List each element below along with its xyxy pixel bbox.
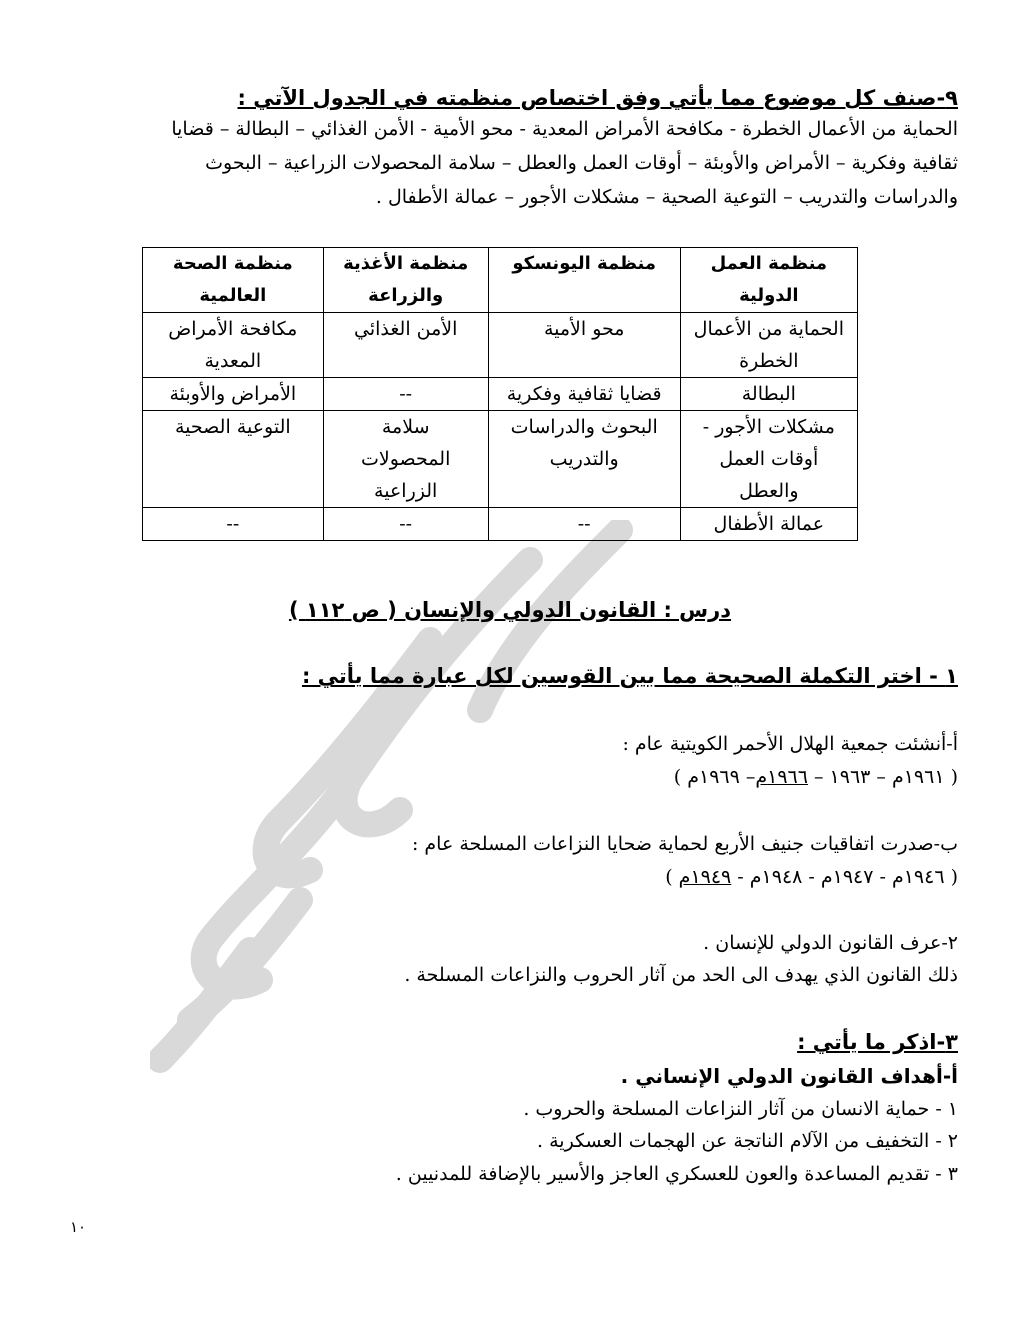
table-cell: عمالة الأطفال <box>680 508 857 541</box>
question-2-title: ٢-عرف القانون الدولي للإنسان . <box>703 932 958 954</box>
question-9-title: ٩-صنف كل موضوع مما يأتي وفق اختصاص منظمته في الجدول الآتي : <box>237 86 958 110</box>
list-item: ١ - حماية الانسان من آثار النزاعات المسلحة والحروب . <box>523 1098 958 1120</box>
question-1b-options: ( ١٩٤٦م - ١٩٤٧م - ١٩٤٨م - ١٩٤٩م ) <box>665 866 958 888</box>
table-row <box>143 313 858 378</box>
question-9-line: والدراسات والتدريب – التوعية الصحية – مشكلات الأجور – عمالة الأطفال . <box>375 186 958 208</box>
table-cell: الأمن الغذائي <box>323 313 488 378</box>
question-1a-stem: أ-أنشئت جمعية الهلال الأحمر الكويتية عام : <box>622 733 958 755</box>
question-2-answer: ذلك القانون الذي يهدف الى الحد من آثار الحروب والنزاعات المسلحة . <box>404 964 958 986</box>
table-row <box>143 411 858 508</box>
lesson-heading <box>0 598 1020 622</box>
correct-answer: ١٩٤٩م <box>678 866 732 888</box>
lesson-title: درس : القانون الدولي والإنسان ( ص ١١٢ ) <box>288 598 732 622</box>
question-1b-stem: ب-صدرت اتفاقيات جنيف الأربع لحماية ضحايا النزاعات المسلحة عام : <box>411 833 958 855</box>
table-header-row <box>143 248 858 313</box>
question-3-title: ٣-اذكر ما يأتي : <box>797 1030 958 1054</box>
table-cell: التوعية الصحية <box>143 411 324 508</box>
table-cell: محو الأمية <box>488 313 680 378</box>
question-3a-title: أ-أهداف القانون الدولي الإنساني . <box>620 1064 958 1088</box>
table-cell: -- <box>488 508 680 541</box>
organizations-table <box>142 247 858 541</box>
table-cell: -- <box>323 378 488 411</box>
header-fao: منظمة الأغذية والزراعة <box>323 248 488 313</box>
table-row <box>143 378 858 411</box>
header-ilo: منظمة العمل الدولية <box>680 248 857 313</box>
correct-answer: ١٩٦٦م <box>755 766 808 788</box>
list-item: ٣ - تقديم المساعدة والعون للعسكري العاجز والأسير بالإضافة للمدنيين . <box>395 1163 958 1185</box>
list-item: ٢ - التخفيف من الآلام الناتجة عن الهجمات العسكرية . <box>537 1130 958 1152</box>
question-9-line: ثقافية وفكرية – الأمراض والأوبئة – أوقات العمل والعطل – سلامة المحصولات الزراعية – البحوث <box>205 152 958 174</box>
header-who: منظمة الصحة العالمية <box>143 248 324 313</box>
header-unesco: منظمة اليونسكو <box>488 248 680 313</box>
table-cell: قضايا ثقافية وفكرية <box>488 378 680 411</box>
question-9-line: الحماية من الأعمال الخطرة - مكافحة الأمراض المعدية - محو الأمية - الأمن الغذائي – البطالة – قضايا <box>171 118 958 140</box>
table-cell: البطالة <box>680 378 857 411</box>
table-cell: -- <box>323 508 488 541</box>
table-cell: مشكلات الأجور - أوقات العمل والعطل <box>680 411 857 508</box>
table-row <box>143 508 858 541</box>
table-cell: البحوث والدراسات والتدريب <box>488 411 680 508</box>
question-1a-options: ( ١٩٦١م – ١٩٦٣ – ١٩٦٦م– ١٩٦٩م ) <box>673 766 958 788</box>
table-cell: الحماية من الأعمال الخطرة <box>680 313 857 378</box>
table-cell: -- <box>143 508 324 541</box>
table-cell: الأمراض والأوبئة <box>143 378 324 411</box>
question-1-title: ١ - اختر التكملة الصحيحة مما بين القوسين لكل عبارة مما يأتي : <box>301 664 958 688</box>
table-cell: سلامة المحصولات الزراعية <box>323 411 488 508</box>
table-cell: مكافحة الأمراض المعدية <box>143 313 324 378</box>
page-number: ١٠ <box>70 1218 87 1236</box>
